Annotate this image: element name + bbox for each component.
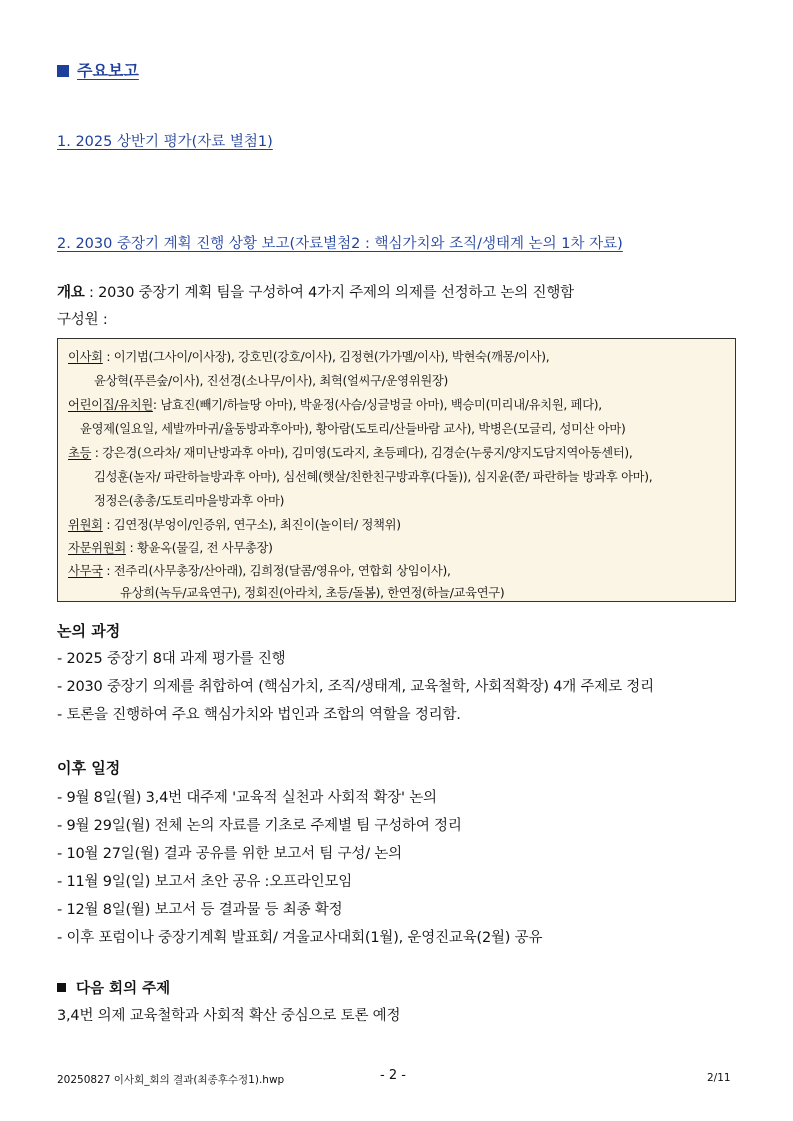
elementary-label: 초등 [68,446,92,460]
advisory-line: 자문위원회 : 황윤옥(물길, 전 사무총장) [68,541,273,555]
discussion-item: - 2030 중장기 의제를 취합하여 (핵심가치, 조직/생태계, 교육철학, 사회적확장) 4개 주제로 정리 [57,679,654,695]
committee-line: 위원회 : 김연정(부엉이/인증위, 연구소), 최진이(놀이터/ 정책위) [68,518,401,532]
office-label: 사무국 [68,564,103,578]
daycare-label: 어린이집/유치원 [68,398,153,412]
overview-line [57,281,574,302]
section-2-title: 2. 2030 중장기 계획 진행 상황 보고(자료별첨2 : 핵심가치와 조직/생태계 논의 1차 자료) [57,236,623,252]
overview-text: : 2030 중장기 계획 팀을 구성하여 4가지 주제의 의제를 선정하고 논의 진행함 [84,285,574,301]
board-line-1: 이사회 : 이기범(그사이/이사장), 강호민(강호/이사), 김정현(가가멜/이사), 박현숙(깨몽/이사), [68,350,550,364]
square-bullet-icon [57,65,69,77]
footer-filename: 20250827 이사회_회의 결과(최종후수정1).hwp [57,1074,285,1086]
footer-page-count: 2/11 [707,1072,731,1084]
next-meeting-heading: 다음 회의 주제 [57,977,170,998]
members-label: 구성원 : [57,312,108,328]
discussion-item: - 2025 중장기 8대 과제 평가를 진행 [57,651,286,667]
schedule-item: - 9월 8일(월) 3,4번 대주제 '교육적 실천과 사회적 확장' 논의 [57,790,437,806]
advisory-label: 자문위원회 [68,541,126,555]
board-line-2: 윤상혁(푸른숲/이사), 진선경(소나무/이사), 최혁(얼씨구/운영위원장) [94,374,448,388]
schedule-item: - 이후 포럼이나 중장기계획 발표회/ 겨울교사대회(1월), 운영진교육(2월) 공유 [57,930,543,946]
schedule-item: - 11월 9일(일) 보고서 초안 공유 :오프라인모임 [57,874,353,890]
discussion-item: - 토론을 진행하여 주요 핵심가치와 법인과 조합의 역할을 정리함. [57,707,461,723]
schedule-item: - 12월 8일(월) 보고서 등 결과물 등 최종 확정 [57,902,343,918]
schedule-item: - 10월 27일(월) 결과 공유를 위한 보고서 팀 구성/ 논의 [57,846,402,862]
schedule-heading: 이후 일정 [57,759,121,777]
daycare-line-1: 어린이집/유치원: 남효진(빼기/하늘땅 아마), 박윤정(사슴/싱글벙글 아마), 백승미(미리내/유치원, 페다), [68,398,602,412]
main-title: 주요보고 [57,58,139,81]
next-meeting-text: 3,4번 의제 교육철학과 사회적 확산 중심으로 토론 예정 [57,1008,401,1024]
daycare-line-2: 윤영제(일요일, 세발까마귀/율동방과후아마), 황아람(도토리/산들바람 교사), 박병은(모글리, 성미산 아마) [80,422,626,436]
overview-label: 개요 [57,285,85,301]
elementary-line-3: 정정은(총총/도토리마을방과후 아마) [94,494,285,508]
office-line-2: 유상희(녹두/교육연구), 정회진(아라치, 초등/돌봄), 한연정(하늘/교육연구) [120,586,505,600]
discussion-heading: 논의 과정 [57,622,121,640]
footer-page-number: - 2 - [380,1068,406,1083]
board-label: 이사회 [68,350,103,364]
schedule-item: - 9월 29일(월) 전체 논의 자료를 기초로 주제별 팀 구성하여 정리 [57,818,462,834]
office-line-1: 사무국 : 전주리(사무총장/산아래), 김희정(달콤/영유아, 연합회 상임이사), [68,564,451,578]
elementary-line-2: 김성훈(놀자/ 파란하늘방과후 아마), 심선혜(햇살/친한친구방과후(다돌)), 심지윤(쭌/ 파란하늘 방과후 아마), [94,470,653,484]
members-box [57,338,736,602]
section-1-title: 1. 2025 상반기 평가(자료 별첨1) [57,134,273,150]
committee-label: 위원회 [68,518,103,532]
black-square-bullet-icon [57,983,66,992]
elementary-line-1: 초등 : 강은경(으라차/ 재미난방과후 아마), 김미영(도라지, 초등페다), 김경순(누룽지/양지도담지역아동센터), [68,446,633,460]
